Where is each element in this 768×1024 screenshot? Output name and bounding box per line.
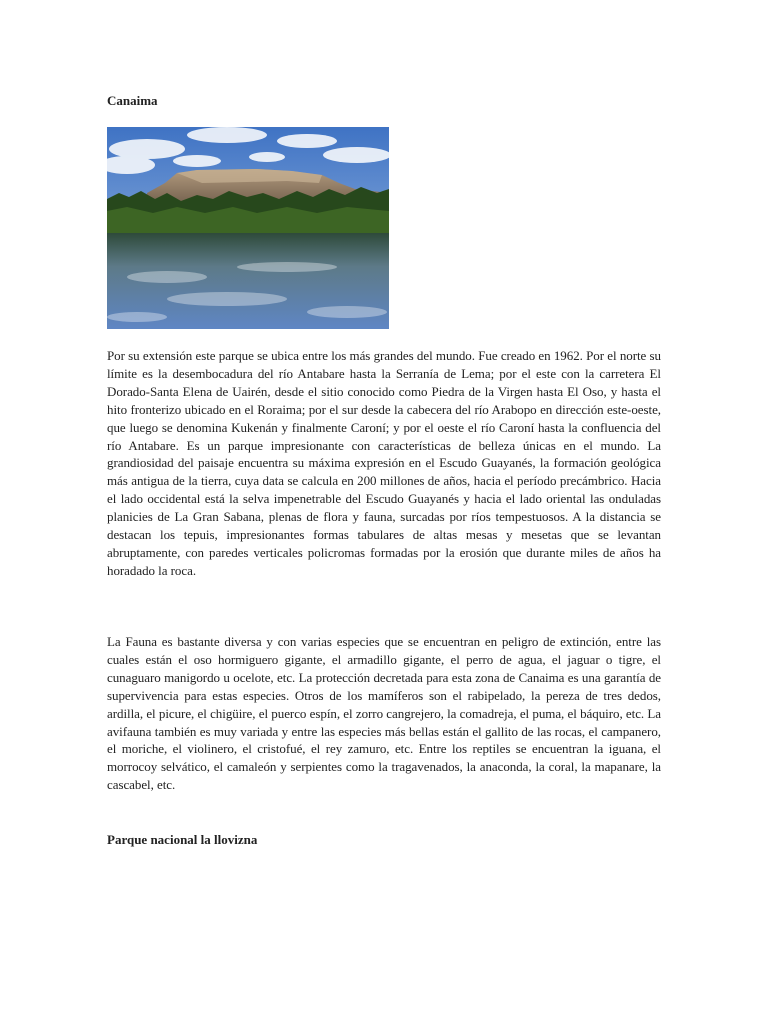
paragraph-park-description: Por su extensión este parque se ubica entre los más grandes del mundo. Fue creado en 1962. Por el norte su límite es la desembocadura del río Antabare hasta la Serranía de Lema; por el este con la carretera El Dorado-Santa Elena de Uairén, desde el sitio conocido como Piedra de la Virgen hasta El Oso, y hasta el hito fronterizo ubicado en el Roraima; por el sur desde la cabecera del río Arabopo en dirección este-oeste, que luego se denomina Kukenán y finalmente Caroní; y por el oeste el río Caroní hasta la confluencia del río Antabare. Es un parque impresionante con características de belleza únicas en el mundo. La grandiosidad del paisaje encuentra su máxima expresión en el Escudo Guayanés, la formación geológica más antigua de la tierra, cuya data se calcula en 200 millones de años, hacia el período precámbrico. Hacia el lado occidental está la selva impenetrable del Escudo Guayanés y hacia el lado oriental las onduladas planicies de La Gran Sabana, plenas de flora y fauna, surcadas por ríos tempestuosos. A la distancia se destacan los tepuis, impresionantes formas tabulares de altas mesas y mesetas que se levantan abruptamente, con paredes verticales policromas formadas por la erosión que durante miles de años ha horadado la roca. <box>107 348 661 578</box>
heading-canaima: Canaima <box>107 93 158 108</box>
heading-parque-llovizna: Parque nacional la llovizna <box>107 832 258 847</box>
paragraph-fauna: La Fauna es bastante diversa y con varias especies que se encuentran en peligro de extinción, entre las cuales están el oso hormiguero gigante, el armadillo gigante, el perro de agua, el jaguar o tigre, el cunaguaro manigordo u ocelote, etc. La protección decretada para esta zona de Canaima es una garantía de supervivencia para estas especies. Otros de los mamíferos son el rabipelado, la pereza de tres dedos, ardilla, el picure, el chigüire, el puerco espín, el zorro cangrejero, la comadreja, el puma, el báquiro, etc. La avifauna también es muy variada y entre las especies más bellas están el gallito de las rocas, el campanero, el moriche, el violinero, el cristofué, el rey zamuro, etc. Entre los reptiles se encuentran la iguana, el morrocoy selvático, el camaleón y serpientes como la tragavenados, la anaconda, la coral, la mapanare, la cascabel, etc. <box>107 634 661 793</box>
landscape-photo <box>107 127 389 329</box>
